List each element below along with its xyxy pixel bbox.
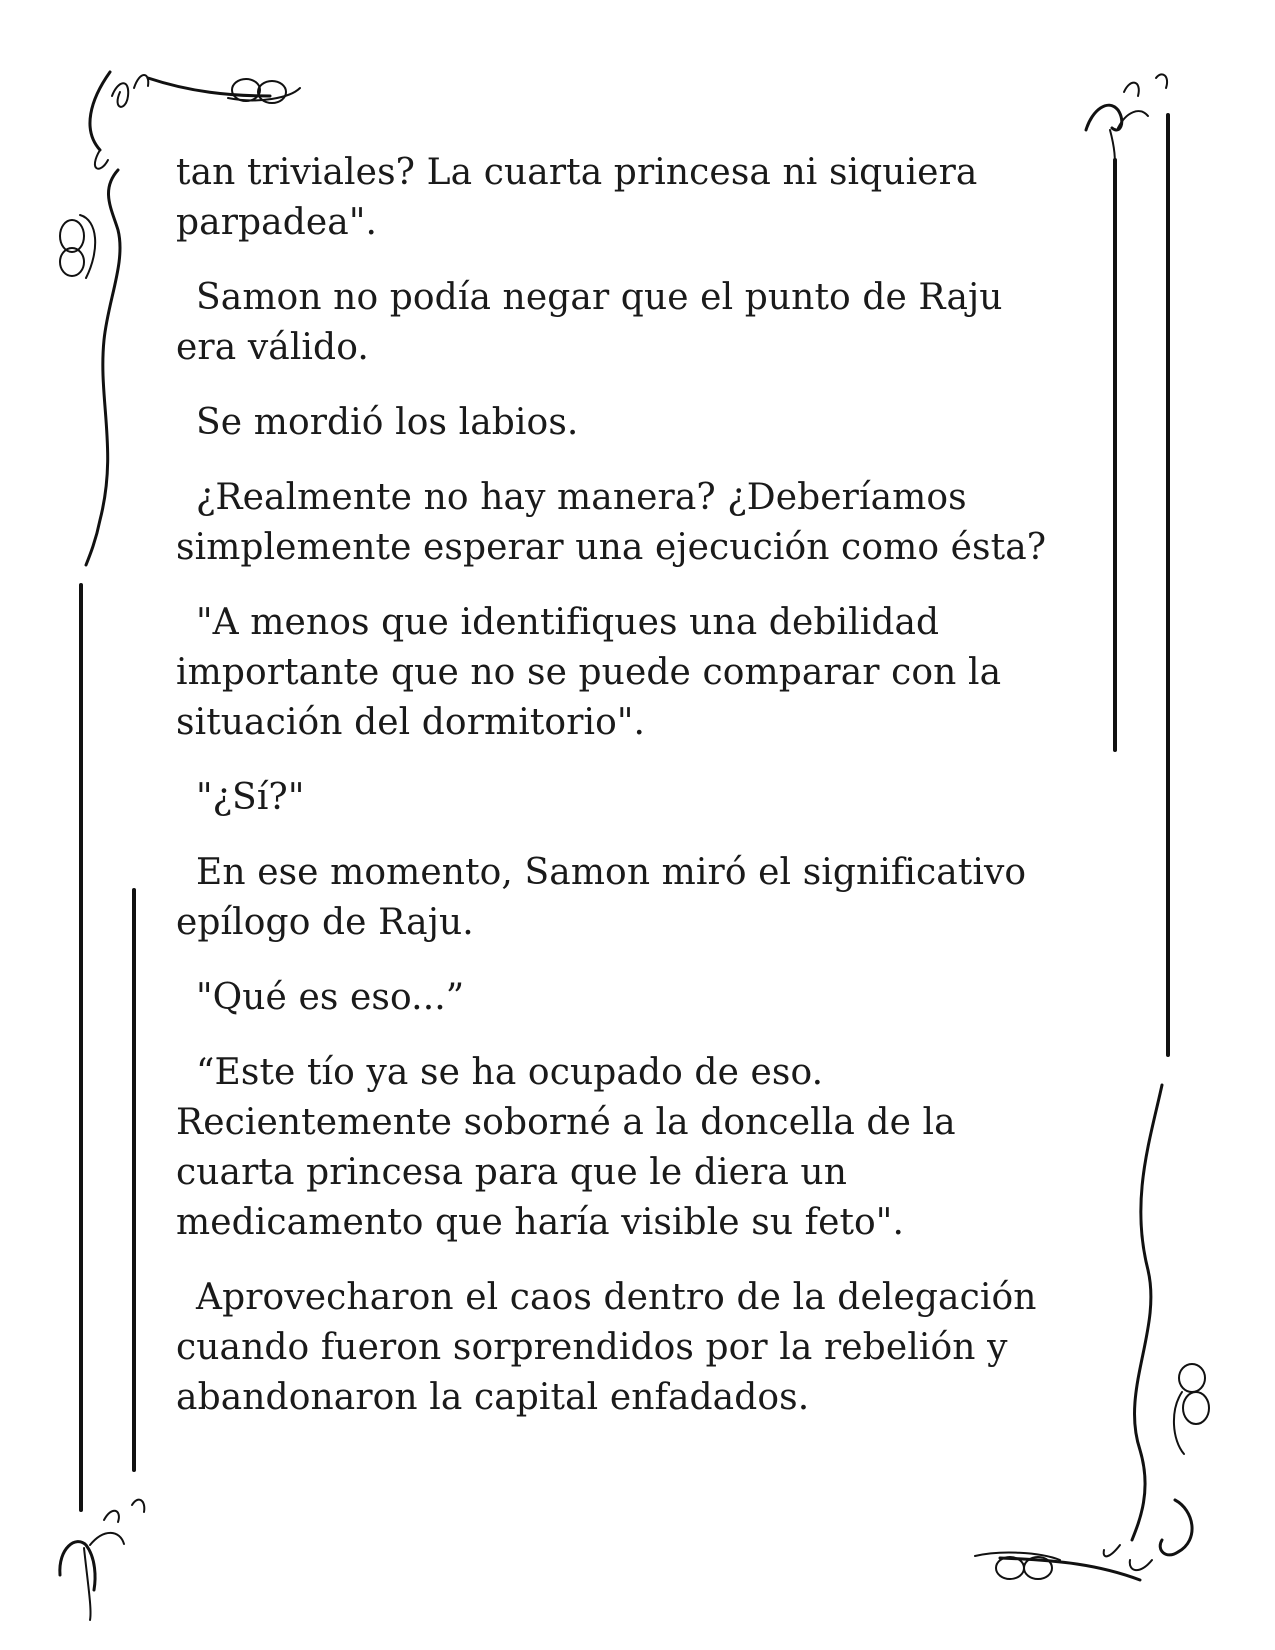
- corner-flourish-top-right: [1086, 74, 1167, 170]
- paragraph: Aprovecharon el caos dentro de la delegación cuando fueron sorprendidos por la rebelión y abandonaron la capital enfadados.: [176, 1277, 1037, 1418]
- paragraph: Se mordió los labios.: [196, 402, 579, 443]
- corner-flourish-bottom-left: [60, 1500, 144, 1620]
- paragraph: “Este tío ya se ha ocupado de eso. Recientemente soborné a la doncella de la cuarta princesa para que le diera un medicamento que haría visible su feto".: [176, 1052, 956, 1243]
- paragraph: "A menos que identifiques una debilidad importante que no se puede comparar con la situación del dormitorio".: [176, 602, 1002, 743]
- paragraph: En ese momento, Samon miró el significativo epílogo de Raju.: [176, 852, 1027, 943]
- story-text-block: [176, 148, 1076, 1448]
- paragraph: Samon no podía negar que el punto de Raju era válido.: [176, 277, 1003, 368]
- paragraph: "Qué es eso...”: [196, 977, 465, 1018]
- paragraph: tan triviales? La cuarta princesa ni siquiera parpadea".: [176, 152, 978, 243]
- paragraph: "¿Sí?": [196, 777, 305, 818]
- paragraph: ¿Realmente no hay manera? ¿Deberíamos simplemente esperar una ejecución como ésta?: [176, 477, 1047, 568]
